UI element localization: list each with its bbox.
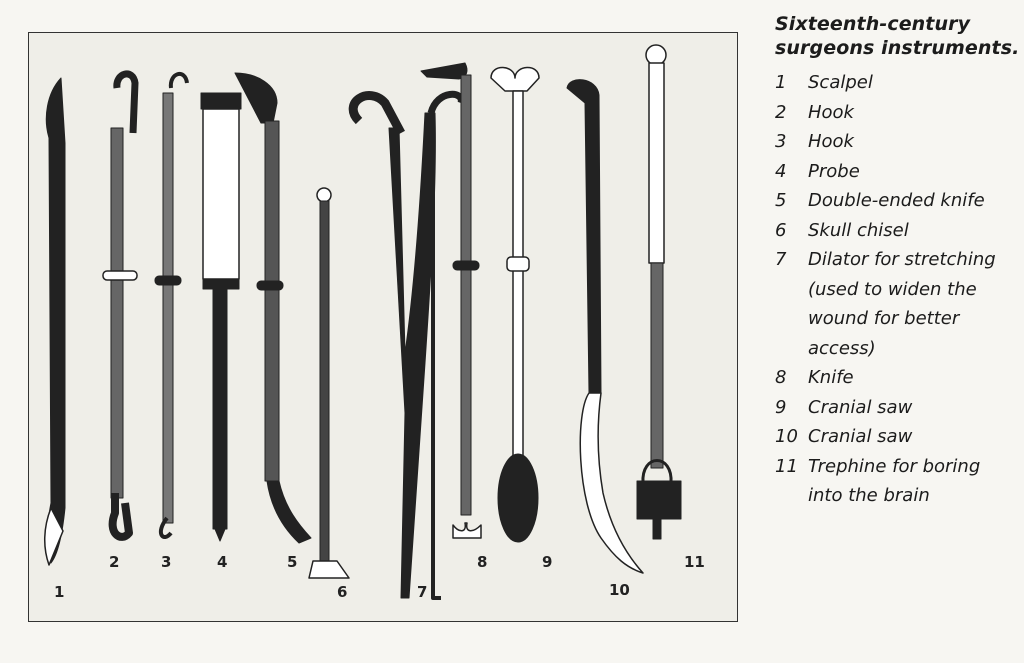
legend-item-5 xyxy=(775,186,1020,216)
legend-number: 5 xyxy=(775,190,787,211)
instrument-3-hook xyxy=(155,74,187,537)
instruments-drawing xyxy=(29,33,739,623)
instrument-2-hook xyxy=(103,74,137,537)
instrument-number-9: 9 xyxy=(542,553,553,571)
instrument-number-2: 2 xyxy=(109,553,120,571)
legend-item-2 xyxy=(775,98,1020,128)
instrument-4-probe xyxy=(201,93,241,541)
legend-number: 11 xyxy=(775,455,798,477)
legend-label: Cranial saw xyxy=(808,426,913,447)
caption-title: Sixteenth-century surgeons instruments. xyxy=(775,13,1020,59)
legend-number: 4 xyxy=(775,160,787,182)
legend-label: Double-ended knife xyxy=(808,190,985,211)
figure-caption xyxy=(775,12,1020,511)
instrument-number-1: 1 xyxy=(54,583,65,601)
legend-label: Hook xyxy=(808,131,854,152)
legend-item-6 xyxy=(775,216,1020,246)
legend-item-10 xyxy=(775,422,1020,452)
legend-number: 7 xyxy=(775,249,787,270)
legend-label: Cranial saw xyxy=(808,396,913,418)
instrument-9-cranial-saw xyxy=(491,67,539,542)
legend-number: 1 xyxy=(775,72,787,93)
instrument-number-10: 10 xyxy=(609,581,630,599)
instrument-number-7: 7 xyxy=(417,583,428,601)
instrument-illustration xyxy=(28,32,738,622)
legend-label: Knife xyxy=(808,367,854,388)
legend-number: 8 xyxy=(775,367,787,388)
instrument-10-cranial-saw xyxy=(567,80,643,573)
instrument-5-double-ended-knife xyxy=(235,73,311,543)
legend-label: Skull chisel xyxy=(808,219,909,241)
legend-label: Probe xyxy=(808,160,860,182)
legend-number: 2 xyxy=(775,101,787,123)
legend-item-11 xyxy=(775,452,1020,511)
instrument-number-5: 5 xyxy=(287,553,298,571)
legend-item-3 xyxy=(775,127,1020,157)
legend-label: Scalpel xyxy=(808,72,873,93)
instrument-number-6: 6 xyxy=(337,583,348,601)
instrument-legend xyxy=(775,68,1020,511)
instrument-1-scalpel xyxy=(45,78,65,565)
instrument-7-dilator xyxy=(353,94,461,598)
legend-number: 10 xyxy=(775,426,798,447)
instrument-number-11: 11 xyxy=(684,553,705,571)
legend-item-8 xyxy=(775,363,1020,393)
legend-item-9 xyxy=(775,393,1020,423)
legend-number: 3 xyxy=(775,131,787,152)
legend-item-1 xyxy=(775,68,1020,98)
legend-item-7 xyxy=(775,245,1020,363)
legend-number: 6 xyxy=(775,219,787,241)
instrument-number-4: 4 xyxy=(217,553,228,571)
legend-label: Trephine for boring into the brain xyxy=(808,455,981,506)
instrument-6-skull-chisel xyxy=(309,188,349,578)
instrument-number-3: 3 xyxy=(161,553,172,571)
legend-label: Hook xyxy=(808,101,854,123)
instrument-11-trephine xyxy=(637,45,681,539)
legend-item-4 xyxy=(775,157,1020,187)
legend-number: 9 xyxy=(775,396,787,418)
instrument-number-8: 8 xyxy=(477,553,488,571)
legend-label: Dilator for stretching (used to widen the wound for better access) xyxy=(808,249,996,359)
